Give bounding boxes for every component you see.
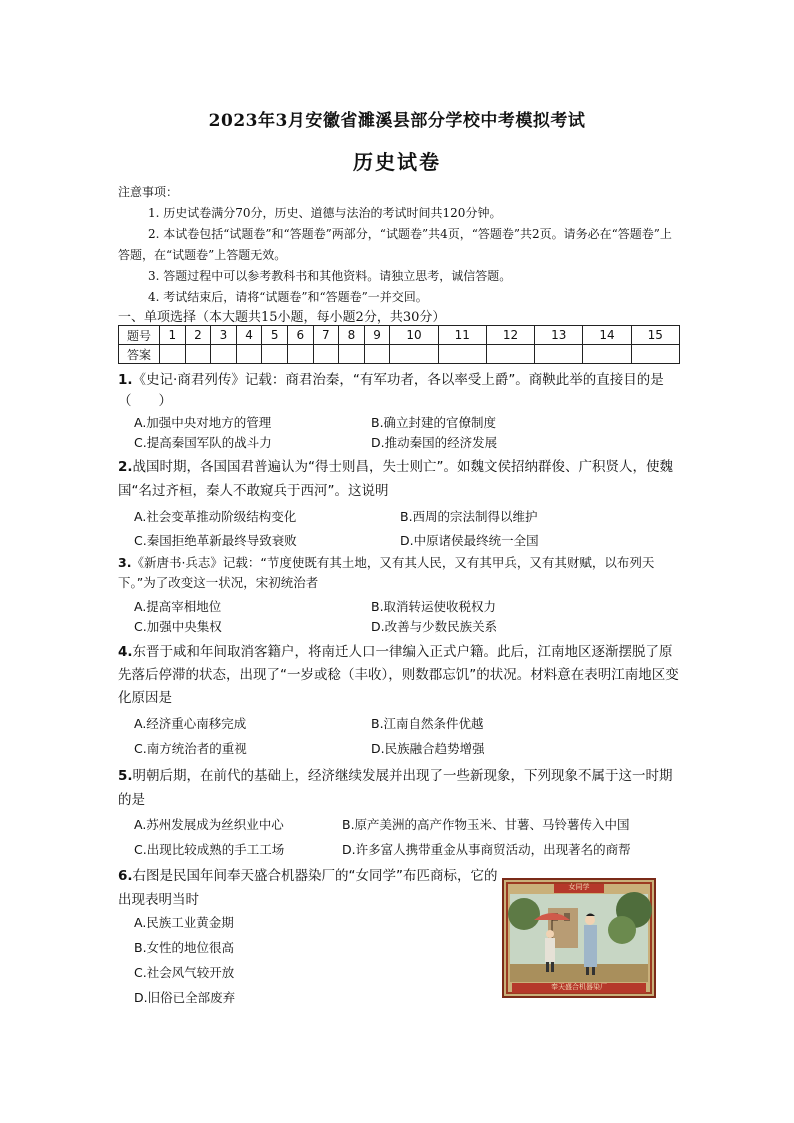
question-number-cell: 9 [364, 326, 390, 345]
option-b[interactable]: B.女性的地位很高 [134, 940, 235, 955]
question-number-cell: 13 [535, 326, 583, 345]
question-number-cell: 1 [160, 326, 186, 345]
question-number-cell: 15 [631, 326, 679, 345]
question-stem: 《新唐书·兵志》记载：“节度使既有其土地，又有其人民，又有其甲兵，又有其财赋，以布列天下。”为了改变这一状况，宋初统治者 [118, 555, 655, 590]
answer-cell[interactable] [631, 345, 679, 364]
option-c[interactable]: C.加强中央集权 [134, 619, 222, 634]
question-stem: 《史记·商君列传》记载：商君治秦，“有军功者，各以率受上爵”。商鞅此举的直接目的是（ ） [118, 372, 664, 409]
option-d[interactable]: D.民族融合趋势增强 [371, 741, 485, 756]
answer-cell[interactable] [236, 345, 262, 364]
option-c[interactable]: C.秦国拒绝革新最终导致衰败 [134, 533, 297, 548]
option-d[interactable]: D.改善与少数民族关系 [371, 619, 498, 634]
answer-cell[interactable] [583, 345, 631, 364]
question-number-cell: 12 [486, 326, 534, 345]
option-b[interactable]: B.原产美洲的高产作物玉米、甘薯、马铃薯传入中国 [342, 817, 630, 832]
note-item: 4. 考试结束后，请将“试题卷”和“答题卷”一并交回。 [148, 290, 428, 304]
question-number-cell: 14 [583, 326, 631, 345]
option-c[interactable]: C.出现比较成熟的手工工场 [134, 842, 285, 857]
option-b[interactable]: B.确立封建的官僚制度 [371, 415, 497, 430]
answer-cell[interactable] [339, 345, 365, 364]
option-b[interactable]: B.取消转运使收税权力 [371, 599, 497, 614]
question-6 [118, 864, 498, 912]
option-d[interactable]: D.推动秦国的经济发展 [371, 435, 498, 450]
question-stem: 右图是民国年间奉天盛合机器染厂的“女同学”布匹商标，它的出现表明当时 [118, 868, 498, 908]
option-a[interactable]: A.社会变革推动阶级结构变化 [134, 509, 297, 524]
question-number-cell: 2 [185, 326, 211, 345]
answer-table-answer-row [119, 345, 680, 364]
question-number: 3. [118, 555, 132, 570]
answer-table [118, 325, 680, 364]
question-stem: 明朝后期，在前代的基础上，经济继续发展并出现了一些新现象，下列现象不属于这一时期的是 [118, 768, 673, 808]
question-4 [118, 641, 684, 710]
question-number: 4. [118, 644, 133, 660]
question-number-cell: 7 [313, 326, 339, 345]
question-number-cell: 6 [287, 326, 313, 345]
option-c[interactable]: C.提高秦国军队的战斗力 [134, 435, 272, 450]
row-label-answer: 答案 [119, 345, 160, 364]
section-heading: 一、单项选择（本大题共15小题，每小题2分，共30分） [118, 310, 446, 325]
answer-cell[interactable] [535, 345, 583, 364]
answer-cell[interactable] [390, 345, 438, 364]
option-a[interactable]: A.经济重心南移完成 [134, 716, 247, 731]
exam-subtitle: 历史试卷 [353, 150, 441, 174]
option-c[interactable]: C.南方统治者的重视 [134, 741, 247, 756]
option-a[interactable]: A.加强中央对地方的管理 [134, 415, 272, 430]
question-number-cell: 3 [211, 326, 237, 345]
poster-illustration [504, 880, 654, 996]
option-c[interactable]: C.社会风气较开放 [134, 965, 235, 980]
option-d[interactable]: D.中原诸侯最终统一全国 [400, 533, 539, 548]
question-number: 2. [118, 459, 133, 475]
answer-cell[interactable] [364, 345, 390, 364]
question-number-cell: 4 [236, 326, 262, 345]
answer-cell[interactable] [486, 345, 534, 364]
note-item: 1. 历史试卷满分70分，历史、道德与法治的考试时间共120分钟。 [148, 206, 502, 220]
answer-table-number-row [119, 326, 680, 345]
poster-bottom-text: 奉天盛合机器染厂 [551, 983, 607, 991]
question-stem: 东晋于咸和年间取消客籍户，将南迁人口一律编入正式户籍。此后，江南地区逐渐摆脱了原先落后停滞的状态，出现了“一岁或稔（丰收），则数郡忘饥”的状况。材料意在表明江南地区变化原因是 [118, 644, 679, 706]
answer-cell[interactable] [287, 345, 313, 364]
question-number-cell: 5 [262, 326, 288, 345]
answer-cell[interactable] [438, 345, 486, 364]
option-a[interactable]: A.苏州发展成为丝织业中心 [134, 817, 284, 832]
notes-block [118, 182, 678, 308]
note-item: 2. 本试卷包括“试题卷”和“答题卷”两部分，“试题卷”共4页，“答题卷”共2页。请务必在“答题卷”上答题，在“试题卷”上答题无效。 [118, 227, 672, 262]
trademark-poster-image [502, 878, 656, 998]
answer-cell[interactable] [262, 345, 288, 364]
question-number: 5. [118, 768, 133, 784]
option-b[interactable]: B.江南自然条件优越 [371, 716, 484, 731]
option-d[interactable]: D.旧俗已全部废弃 [134, 990, 236, 1005]
option-b[interactable]: B.西周的宗法制得以维护 [400, 509, 538, 524]
row-label-number: 题号 [119, 326, 160, 345]
question-5 [118, 764, 684, 812]
option-a[interactable]: A.提高宰相地位 [134, 599, 222, 614]
answer-cell[interactable] [160, 345, 186, 364]
question-number-cell: 11 [438, 326, 486, 345]
question-1 [118, 370, 684, 412]
answer-cell[interactable] [313, 345, 339, 364]
option-d[interactable]: D.许多富人携带重金从事商贸活动，出现著名的商帮 [342, 842, 631, 857]
question-3 [118, 553, 684, 593]
question-stem: 战国时期，各国国君普遍认为“得士则昌，失士则亡”。如魏文侯招纳群俊、广积贤人，使魏国“名过齐桓，秦人不敢窥兵于西河”。这说明 [118, 459, 674, 499]
answer-cell[interactable] [211, 345, 237, 364]
notes-heading: 注意事项： [118, 185, 179, 199]
answer-cell[interactable] [185, 345, 211, 364]
note-item: 3. 答题过程中可以参考教科书和其他资料。请独立思考，诚信答题。 [148, 269, 512, 283]
exam-title: 2023年3月安徽省濉溪县部分学校中考模拟考试 [208, 111, 586, 131]
option-a[interactable]: A.民族工业黄金期 [134, 915, 234, 930]
question-number-cell: 10 [390, 326, 438, 345]
poster-top-text: 女同学 [568, 883, 590, 891]
question-number: 6. [118, 868, 133, 884]
question-number-cell: 8 [339, 326, 365, 345]
question-2 [118, 455, 684, 503]
question-number: 1. [118, 372, 133, 388]
